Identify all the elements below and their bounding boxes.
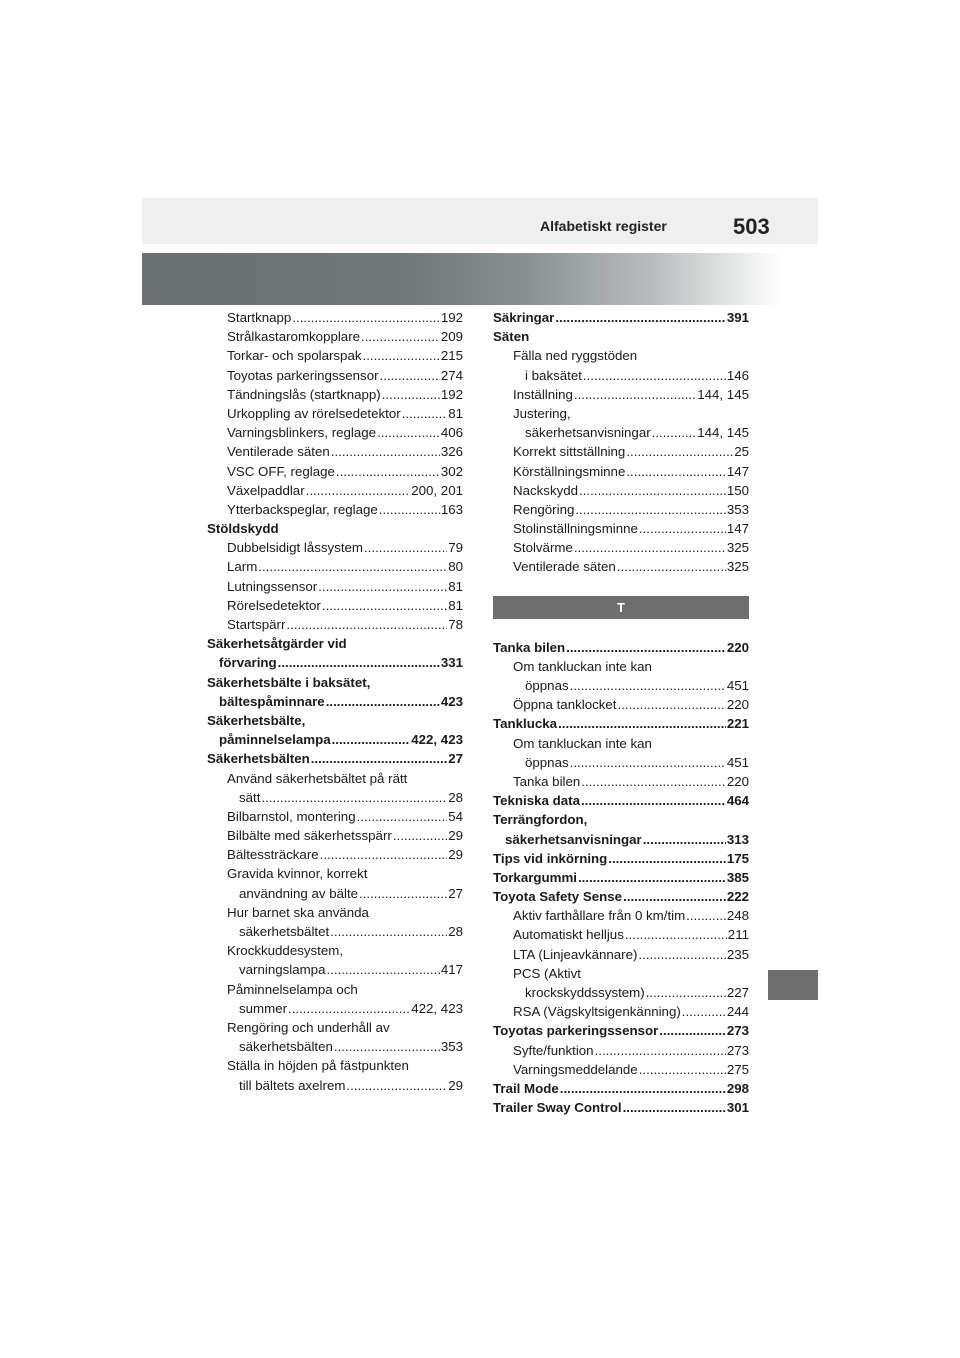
- index-entry-page[interactable]: 227: [726, 985, 749, 1000]
- index-entry: [207, 826, 463, 845]
- dot-leader: [682, 1002, 726, 1021]
- index-entry-page[interactable]: 273: [726, 1042, 749, 1058]
- index-entry: [207, 615, 463, 634]
- index-entry-term: Tanklucka: [493, 716, 558, 732]
- index-entry: [207, 1056, 463, 1075]
- index-entry-page[interactable]: 54: [448, 808, 463, 824]
- index-entry-page[interactable]: 451: [726, 754, 749, 770]
- index-entry: [207, 788, 463, 807]
- index-entry-page[interactable]: 144, 145: [697, 425, 749, 441]
- dot-leader: [581, 772, 726, 791]
- index-entry-page[interactable]: 275: [726, 1061, 749, 1077]
- index-entry: [207, 1037, 463, 1056]
- dot-leader: [346, 1076, 447, 1095]
- dot-leader: [334, 1037, 440, 1056]
- index-entry-term: varningslampa: [239, 962, 326, 978]
- dot-leader: [331, 442, 440, 461]
- index-entry: [207, 404, 463, 423]
- index-entry-term: Inställning: [513, 386, 573, 402]
- dot-leader: [626, 442, 733, 461]
- dot-leader: [402, 404, 448, 423]
- index-entry-page[interactable]: 222: [726, 889, 749, 905]
- dot-leader: [393, 826, 447, 845]
- dot-leader: [639, 519, 726, 538]
- index-entry-page[interactable]: 423: [440, 693, 463, 709]
- index-entry: [493, 638, 749, 657]
- dot-leader: [578, 868, 726, 887]
- index-entry: [207, 538, 463, 557]
- index-entry-term: Fälla ned ryggstöden: [513, 348, 638, 364]
- index-entry-term: Trailer Sway Control: [493, 1100, 622, 1116]
- index-entry: [493, 676, 749, 695]
- dot-leader: [626, 462, 725, 481]
- index-entry-term: Nackskydd: [513, 482, 579, 498]
- index-entry: [207, 922, 463, 941]
- dot-leader: [652, 423, 697, 442]
- index-entry-term: Korrekt sittställning: [513, 444, 626, 460]
- thumb-index-tab: [768, 970, 818, 1000]
- index-entry: [493, 538, 749, 557]
- dot-leader: [357, 807, 448, 826]
- dot-leader: [623, 887, 726, 906]
- index-entry-page[interactable]: 27: [448, 885, 463, 901]
- index-entry-term: till bältets axelrem: [239, 1077, 346, 1093]
- index-entry-page[interactable]: 302: [440, 463, 463, 479]
- index-entry-page[interactable]: 81: [448, 578, 463, 594]
- index-entry: [207, 730, 463, 749]
- index-entry: [207, 634, 463, 653]
- index-column-left: [207, 308, 463, 1095]
- dot-leader: [292, 308, 440, 327]
- index-entry: [493, 327, 749, 346]
- index-entry-page[interactable]: 27: [448, 751, 463, 767]
- dot-leader: [583, 366, 726, 385]
- index-entry: [493, 714, 749, 733]
- dot-leader: [575, 500, 725, 519]
- index-entry-page[interactable]: 163: [440, 501, 463, 517]
- index-entry-page[interactable]: 422, 423: [411, 1000, 463, 1016]
- index-entry: [207, 366, 463, 385]
- dot-leader: [639, 1060, 726, 1079]
- section-letter-bar: T: [493, 596, 749, 619]
- index-entry: [493, 772, 749, 791]
- index-entry: [493, 385, 749, 404]
- index-entry-page[interactable]: 78: [448, 617, 463, 632]
- index-group-t: [493, 638, 749, 1118]
- index-entry-term: Toyota Safety Sense: [493, 889, 623, 905]
- index-entry-page[interactable]: 274: [440, 367, 463, 383]
- index-entry-page[interactable]: 29: [448, 847, 463, 863]
- index-entry: [207, 999, 463, 1018]
- index-entry-term: öppnas: [525, 678, 569, 693]
- index-entry-page[interactable]: 146: [726, 367, 749, 383]
- index-entry-term: säkerhetsbältet: [239, 924, 330, 939]
- index-entry-page[interactable]: 325: [726, 559, 749, 575]
- index-entry: [207, 462, 463, 481]
- dot-leader: [623, 1098, 726, 1117]
- index-entry-term: förvaring: [219, 655, 277, 671]
- dot-leader: [361, 327, 440, 346]
- index-entry: [493, 1041, 749, 1060]
- index-entry-term: Säkerhetsbälten: [207, 751, 310, 767]
- index-entry-page[interactable]: 80: [448, 559, 463, 575]
- index-entry-term: säkerhetsanvisningar: [525, 425, 651, 441]
- index-entry: [207, 481, 463, 500]
- dot-leader: [558, 714, 726, 733]
- index-entry: [207, 423, 463, 442]
- index-entry: [493, 657, 749, 676]
- index-entry-term: Strålkastaromkopplare: [227, 329, 361, 345]
- index-entry-term: Tips vid inkörning: [493, 850, 608, 866]
- index-entry-page[interactable]: 464: [726, 793, 749, 809]
- index-entry-term: Påminnelselampa och: [227, 981, 358, 997]
- dot-leader: [570, 676, 726, 695]
- dot-leader: [382, 385, 440, 404]
- index-entry-term: Rengöring: [513, 501, 575, 517]
- index-entry-term: Startspärr: [227, 617, 286, 632]
- index-entry-page[interactable]: 29: [448, 1077, 463, 1093]
- index-entry-term: Stolvärme: [513, 540, 573, 556]
- index-entry-term: Lutningssensor: [227, 578, 318, 594]
- index-entry: [493, 462, 749, 481]
- index-entry-term: Hur barnet ska använda: [227, 904, 369, 920]
- dot-leader: [286, 615, 447, 634]
- index-entry-page[interactable]: 248: [726, 908, 749, 924]
- index-entry-page[interactable]: 417: [440, 962, 463, 978]
- index-entry-page[interactable]: 325: [726, 540, 749, 556]
- index-entry-term: Larm: [227, 559, 258, 575]
- dot-leader: [320, 845, 448, 864]
- index-entry: [207, 308, 463, 327]
- index-entry-term: Om tankluckan inte kan: [513, 735, 652, 751]
- index-entry: [493, 1002, 749, 1021]
- index-entry-page[interactable]: 29: [448, 828, 463, 844]
- dot-leader: [638, 945, 725, 964]
- dot-leader: [618, 695, 726, 714]
- index-entry-term: öppnas: [525, 754, 569, 770]
- index-entry: [493, 1021, 749, 1040]
- index-entry-term: sätt: [239, 789, 261, 805]
- page-number: 503: [733, 214, 770, 239]
- index-entry-term: Använd säkerhetsbältet på rätt: [227, 770, 408, 786]
- dot-leader: [643, 830, 726, 849]
- index-entry-term: krockskyddssystem): [525, 985, 645, 1000]
- index-entry-term: Urkoppling av rörelsedetektor: [227, 405, 401, 421]
- index-entry-term: summer: [239, 1000, 288, 1016]
- dot-leader: [555, 308, 725, 327]
- index-entry: [207, 596, 463, 615]
- dot-leader: [288, 999, 410, 1018]
- index-entry-term: Bilbälte med säkerhetsspärr: [227, 828, 392, 844]
- dot-leader: [261, 788, 447, 807]
- index-entry-page[interactable]: 220: [726, 697, 749, 713]
- dot-leader: [595, 1041, 726, 1060]
- index-entry: [493, 423, 749, 442]
- dot-leader: [377, 423, 440, 442]
- index-entry: [207, 845, 463, 864]
- index-entry-term: Aktiv farthållare från 0 km/tim: [513, 908, 686, 924]
- index-entry: [493, 1060, 749, 1079]
- index-entry: [207, 980, 463, 999]
- index-entry-page[interactable]: 221: [726, 716, 749, 732]
- index-entry-term: Säkerhetsåtgärder vid: [207, 636, 347, 652]
- index-entry-page[interactable]: 192: [440, 386, 463, 402]
- index-entry-term: användning av bälte: [239, 885, 359, 901]
- index-entry: [207, 577, 463, 596]
- index-group-s: [493, 308, 749, 577]
- index-entry-page[interactable]: 25: [734, 444, 749, 460]
- index-entry: [207, 941, 463, 960]
- index-entry-page[interactable]: 200, 201: [411, 482, 463, 498]
- index-entry-page[interactable]: 220: [726, 773, 749, 789]
- dot-leader: [258, 557, 447, 576]
- index-entry-term: Bilbarnstol, montering: [227, 808, 356, 824]
- index-entry: [207, 673, 463, 692]
- index-entry-page[interactable]: 215: [440, 348, 463, 364]
- dot-leader: [318, 577, 447, 596]
- index-entry-term: i baksätet: [525, 367, 582, 383]
- index-entry: [493, 830, 749, 849]
- index-entry-term: Ventilerade säten: [513, 559, 616, 575]
- index-entry-term: Toyotas parkeringssensor: [493, 1023, 659, 1039]
- index-entry-term: säkerhetsbälten: [239, 1039, 333, 1055]
- index-entry-term: Gravida kvinnor, korrekt: [227, 866, 368, 882]
- index-entry: [493, 481, 749, 500]
- dot-leader: [322, 596, 447, 615]
- index-entry: [207, 960, 463, 979]
- index-entry: [493, 366, 749, 385]
- index-entry-term: Säkringar: [493, 310, 555, 325]
- index-entry-term: Säkerhetsbälte,: [207, 712, 306, 728]
- index-entry-term: Stolinställningsminne: [513, 521, 638, 537]
- index-entry-term: Varningsblinkers, reglage: [227, 425, 377, 441]
- index-entry-page[interactable]: 81: [448, 597, 463, 613]
- index-entry-term: Torkargummi: [493, 869, 577, 885]
- index-entry: [493, 557, 749, 576]
- dot-leader: [380, 366, 440, 385]
- index-entry-page[interactable]: 313: [726, 831, 749, 847]
- index-entry: [493, 404, 749, 423]
- index-entry: [207, 884, 463, 903]
- index-entry-term: Ställa in höjden på fästpunkten: [227, 1058, 409, 1074]
- index-entry-page[interactable]: 81: [448, 405, 463, 421]
- index-entry: [207, 692, 463, 711]
- index-entry-term: PCS (Aktivt: [513, 965, 581, 981]
- index-entry: [493, 519, 749, 538]
- index-entry: [493, 906, 749, 925]
- dot-leader: [659, 1021, 726, 1040]
- dot-leader: [332, 730, 411, 749]
- index-entry: [493, 308, 749, 327]
- dot-leader: [336, 462, 440, 481]
- index-entry: [207, 327, 463, 346]
- index-entry: [207, 807, 463, 826]
- index-entry-term: Växelpaddlar: [227, 482, 305, 498]
- index-entry-page[interactable]: 298: [726, 1080, 749, 1096]
- index-entry-page[interactable]: 353: [440, 1039, 463, 1055]
- index-entry-term: VSC OFF, reglage: [227, 463, 335, 479]
- index-entry-term: Tanka bilen: [493, 639, 566, 655]
- index-entry: [207, 442, 463, 461]
- dot-leader: [330, 922, 447, 941]
- index-entry-term: Körställningsminne: [513, 463, 626, 479]
- index-entry-term: Torkar- och spolarspak: [227, 348, 362, 364]
- index-entry-term: Tekniska data: [493, 793, 580, 809]
- index-entry-page[interactable]: 326: [440, 444, 463, 460]
- decorative-band: [142, 253, 782, 305]
- index-entry-term: Justering,: [513, 405, 571, 421]
- index-entry: [493, 887, 749, 906]
- index-entry: [207, 769, 463, 788]
- index-entry-page[interactable]: 211: [727, 927, 749, 943]
- index-entry-term: Rengöring och underhåll av: [227, 1019, 390, 1035]
- index-entry-term: Varningsmeddelande: [513, 1061, 638, 1077]
- index-entry-page[interactable]: 147: [726, 521, 749, 537]
- index-entry-page[interactable]: 353: [726, 501, 749, 517]
- index-entry-term: Ytterbackspeglar, reglage: [227, 501, 378, 517]
- index-entry: [493, 734, 749, 753]
- index-entry-term: Bältessträckare: [227, 847, 319, 863]
- index-entry-term: Ventilerade säten: [227, 444, 330, 460]
- index-entry: [207, 500, 463, 519]
- index-entry-term: Om tankluckan inte kan: [513, 658, 652, 674]
- index-entry-page[interactable]: 385: [726, 869, 749, 885]
- index-entry-term: Trail Mode: [493, 1080, 559, 1096]
- index-entry-term: Säkerhetsbälte i baksätet,: [207, 674, 371, 690]
- header-bar: [142, 198, 818, 244]
- index-entry: [493, 849, 749, 868]
- index-entry: [493, 695, 749, 714]
- index-entry: [207, 864, 463, 883]
- index-entry-page[interactable]: 451: [726, 678, 749, 693]
- dot-leader: [574, 538, 726, 557]
- header-title: Alfabetiskt register: [540, 218, 667, 234]
- index-entry-page[interactable]: 175: [726, 850, 749, 866]
- index-entry: [207, 749, 463, 768]
- dot-leader: [625, 925, 727, 944]
- index-entry-page[interactable]: 244: [726, 1004, 749, 1020]
- index-entry-page[interactable]: 235: [726, 946, 749, 962]
- dot-leader: [359, 884, 447, 903]
- index-entry-term: Säten: [493, 329, 530, 345]
- index-entry-page[interactable]: 147: [726, 463, 749, 479]
- index-entry-term: LTA (Linjeavkännare): [513, 946, 638, 962]
- index-entry: [493, 442, 749, 461]
- dot-leader: [326, 692, 440, 711]
- dot-leader: [326, 960, 439, 979]
- index-entry-term: säkerhetsanvisningar: [505, 831, 642, 847]
- index-entry-term: RSA (Vägskyltsigenkänning): [513, 1004, 681, 1020]
- index-entry: [493, 1079, 749, 1098]
- index-entry: [207, 346, 463, 365]
- dot-leader: [608, 849, 726, 868]
- index-entry: [493, 964, 749, 983]
- index-entry-term: Syfte/funktion: [513, 1042, 594, 1058]
- index-entry: [493, 810, 749, 829]
- index-entry-term: Toyotas parkeringssensor: [227, 367, 379, 383]
- index-entry: [207, 519, 463, 538]
- index-entry-term: påminnelselampa: [219, 732, 331, 748]
- index-entry-page[interactable]: 273: [726, 1023, 749, 1039]
- index-entry-term: Dubbelsidigt låssystem: [227, 540, 363, 556]
- index-entry-term: bältespåminnare: [219, 693, 325, 709]
- dot-leader: [579, 481, 726, 500]
- index-entry: [493, 753, 749, 772]
- index-entry-term: Rörelsedetektor: [227, 597, 321, 613]
- index-entry: [493, 500, 749, 519]
- index-entry-page[interactable]: 391: [726, 310, 749, 325]
- index-entry: [207, 711, 463, 730]
- index-entry-term: Krockkuddesystem,: [227, 943, 344, 959]
- dot-leader: [617, 557, 726, 576]
- dot-leader: [570, 753, 726, 772]
- dot-leader: [560, 1079, 726, 1098]
- index-entry-page[interactable]: 331: [440, 655, 463, 671]
- index-entry-page[interactable]: 209: [440, 329, 463, 345]
- index-entry-page[interactable]: 422, 423: [411, 732, 463, 748]
- index-column-right: [493, 308, 749, 1117]
- dot-leader: [311, 749, 447, 768]
- dot-leader: [278, 653, 440, 672]
- index-entry-term: Tanka bilen: [513, 773, 581, 789]
- index-entry: [493, 791, 749, 810]
- index-entry: [493, 346, 749, 365]
- dot-leader: [364, 538, 447, 557]
- dot-leader: [363, 346, 440, 365]
- dot-leader: [306, 481, 411, 500]
- index-entry-page[interactable]: 150: [726, 482, 749, 498]
- index-entry-page[interactable]: 406: [440, 425, 463, 441]
- index-entry-term: Stöldskydd: [207, 521, 279, 537]
- dot-leader: [379, 500, 440, 519]
- dot-leader: [646, 983, 726, 1002]
- index-entry-page[interactable]: 79: [448, 540, 463, 556]
- index-entry: [493, 868, 749, 887]
- index-entry: [207, 1076, 463, 1095]
- index-entry-page[interactable]: 28: [448, 924, 463, 939]
- index-entry-term: Automatiskt helljus: [513, 927, 624, 943]
- index-entry-page[interactable]: 192: [440, 310, 463, 325]
- index-entry: [207, 385, 463, 404]
- index-entry: [207, 557, 463, 576]
- index-entry: [207, 653, 463, 672]
- index-entry-page[interactable]: 144, 145: [697, 386, 749, 402]
- index-entry-page[interactable]: 301: [726, 1100, 749, 1116]
- dot-leader: [686, 906, 726, 925]
- dot-leader: [574, 385, 696, 404]
- dot-leader: [566, 638, 726, 657]
- index-entry: [207, 1018, 463, 1037]
- dot-leader: [581, 791, 726, 810]
- index-entry-page[interactable]: 220: [726, 639, 749, 655]
- index-entry: [493, 1098, 749, 1117]
- index-entry: [493, 945, 749, 964]
- index-entry: [493, 983, 749, 1002]
- index-entry-term: Startknapp: [227, 310, 292, 325]
- index-entry-term: Öppna tanklocket: [513, 697, 617, 713]
- index-entry-term: Terrängfordon,: [493, 812, 588, 828]
- index-entry: [207, 903, 463, 922]
- index-entry: [493, 925, 749, 944]
- index-entry-term: Tändningslås (startknapp): [227, 386, 381, 402]
- index-entry-page[interactable]: 28: [448, 789, 463, 805]
